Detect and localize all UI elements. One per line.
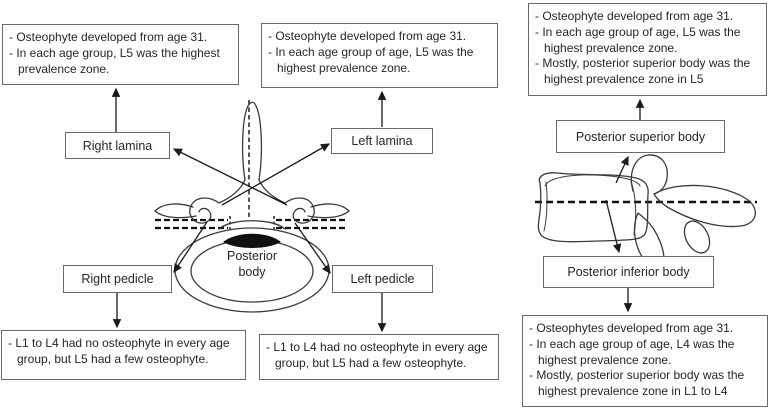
note-line: - In each age group, L5 was the highest prevalence zone. <box>9 45 220 76</box>
note-right-pedicle <box>1 330 246 380</box>
label-right-pedicle: Right pedicle <box>63 265 172 293</box>
label-left-lamina: Left lamina <box>331 128 433 154</box>
note-left-pedicle <box>259 334 499 380</box>
lateral-vertebra-illustration <box>535 155 757 268</box>
note-left-lamina <box>261 23 498 88</box>
note-line: - Osteophyte developed from age 31. <box>268 29 467 43</box>
note-line: - Osteophytes developed from age 31. <box>529 321 734 335</box>
label-right-lamina: Right lamina <box>65 132 170 159</box>
note-line: - In each age group of age, L4 was the highest prevalence zone. <box>529 336 735 367</box>
arrow-vertebra-to-left-lamina <box>222 144 329 205</box>
note-line: - Osteophyte developed from age 31. <box>9 30 208 44</box>
note-line: - L1 to L4 had no osteophyte in every age group, but L5 had a few osteophyte. <box>266 340 488 370</box>
label-posterior-inferior-body: Posterior inferior body <box>543 256 714 288</box>
note-line: - Osteophyte developed from age 31. <box>535 9 734 23</box>
note-line: - Mostly, posterior superior body was the highest prevalence zone in L1 to L4 <box>529 368 745 399</box>
note-right-lamina <box>2 24 239 85</box>
note-posterior-inferior <box>522 315 768 407</box>
arrow-vertebra-to-right-pedicle <box>174 222 207 272</box>
posterior-body-highlight <box>223 234 281 248</box>
label-posterior-body: Posterior body <box>226 249 278 279</box>
label-posterior-superior-body: Posterior superior body <box>556 120 725 153</box>
note-line: - In each age group of age, L5 was the highest prevalence zone. <box>535 24 741 55</box>
note-posterior-superior <box>528 3 767 96</box>
arrow-vertebra-to-posterior-inferior <box>606 200 619 252</box>
note-line: - Mostly, posterior superior body was the highest prevalence zone in L5 <box>535 56 751 87</box>
note-line: - L1 to L4 had no osteophyte in every age group, but L5 had a few osteophyte. <box>8 336 230 366</box>
note-line: - In each age group of age, L5 was the highest prevalence zone. <box>268 44 474 75</box>
label-left-pedicle: Left pedicle <box>332 265 433 293</box>
